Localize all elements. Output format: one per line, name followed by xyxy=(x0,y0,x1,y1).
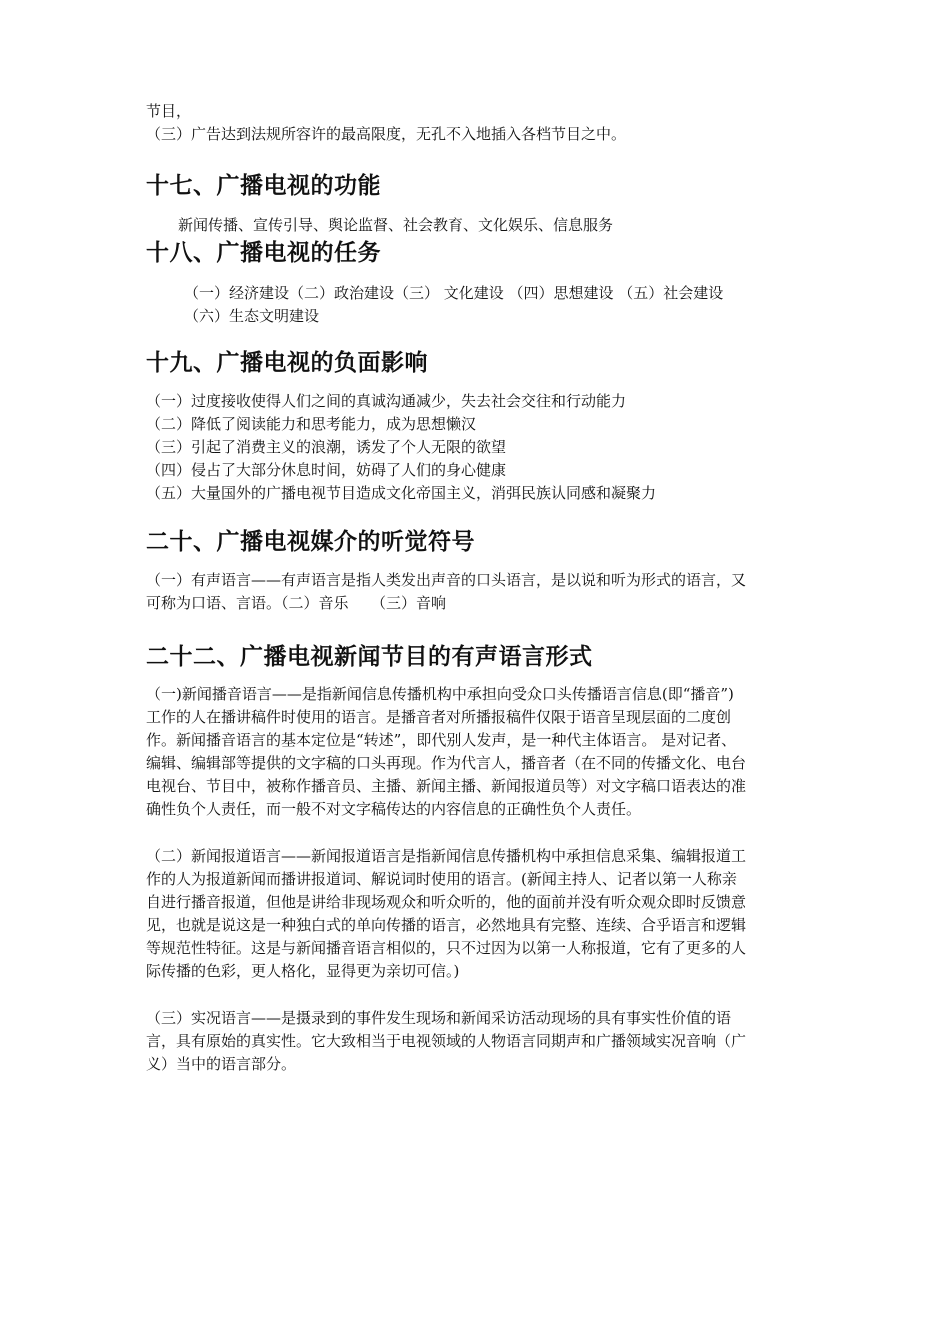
section-17-title: 十七、广播电视的功能 xyxy=(146,173,381,199)
section-22-title: 二十二、广播电视新闻节目的有声语言形式 xyxy=(146,644,593,670)
section-17-text: 新闻传播、宣传引导、舆论监督、社会教育、文化娱乐、信息服务 xyxy=(178,216,614,234)
section-20-line-1: （一）有声语言——有声语言是指人类发出声音的口头语言，是以说和听为形式的语言，又 xyxy=(146,571,747,589)
paragraph-line: 自进行播音报道，但他是讲给非现场观众和听众听的，他的面前并没有听众观众即时反馈意 xyxy=(146,893,747,911)
section-19-list xyxy=(146,390,826,505)
paragraph-line: 作。新闻播音语言的基本定位是“转述”，即代别人发声，是一种代主体语言。 是对记者、 xyxy=(146,731,737,749)
section-18-title: 十八、广播电视的任务 xyxy=(146,240,381,266)
paragraph-line: 工作的人在播讲稿件时使用的语言。是播音者对所播报稿件仅限于语音呈现层面的二度创 xyxy=(146,708,732,726)
paragraph-line: （一)新闻播音语言——是指新闻信息传播机构中承担向受众口头传播语言信息(即“播音”) xyxy=(146,685,734,703)
section-18-line-2: （六）生态文明建设 xyxy=(184,307,320,325)
paragraph-line: 义）当中的语言部分。 xyxy=(146,1055,297,1073)
paragraph-line: 作的人为报道新闻而播讲报道词、解说词时使用的语言。(新闻主持人、记者以第一人称亲 xyxy=(146,870,737,888)
section-18-line-1: （一）经济建设（二）政治建设（三） 文化建设 （四）思想建设 （五）社会建设 xyxy=(184,284,724,302)
list-item: （四）侵占了大部分休息时间，妨碍了人们的身心健康 xyxy=(146,461,507,479)
paragraph-line: 见，也就是说这是一种独白式的单向传播的语言，必然地具有完整、连续、合乎语言和逻辑 xyxy=(146,916,747,934)
section-22-paragraph-1 xyxy=(146,683,826,821)
section-19-title: 十九、广播电视的负面影响 xyxy=(146,350,428,376)
paragraph-line: （三）实况语言——是摄录到的事件发生现场和新闻采访活动现场的具有事实性价值的语 xyxy=(146,1009,732,1027)
section-20-title: 二十、广播电视媒介的听觉符号 xyxy=(146,529,475,555)
list-item: （三）引起了消费主义的浪潮，诱发了个人无限的欲望 xyxy=(146,438,507,456)
paragraph-line: （二）新闻报道语言——新闻报道语言是指新闻信息传播机构中承担信息采集、编辑报道工 xyxy=(146,847,747,865)
intro-line-1: 节目， xyxy=(146,102,192,120)
section-22-paragraph-3 xyxy=(146,1007,826,1076)
list-item: （五）大量国外的广播电视节目造成文化帝国主义，消弭民族认同感和凝聚力 xyxy=(146,484,657,502)
paragraph-line: 言，具有原始的真实性。它大致相当于电视领域的人物语言同期声和广播领域实况音响（广 xyxy=(146,1032,747,1050)
document-page xyxy=(146,100,826,1076)
paragraph-line: 际传播的色彩，更人格化，显得更为亲切可信。) xyxy=(146,962,460,980)
section-20-line-2: 可称为口语、言语。（二）音乐 （三）音响 xyxy=(146,594,447,612)
intro-line-2: （三）广告达到法规所容许的最高限度，无孔不入地插入各档节目之中。 xyxy=(146,125,627,143)
list-item: （二）降低了阅读能力和思考能力，成为思想懒汉 xyxy=(146,415,477,433)
list-item: （一）过度接收使得人们之间的真诚沟通减少，失去社会交往和行动能力 xyxy=(146,392,627,410)
paragraph-line: 等规范性特征。这是与新闻播音语言相似的，只不过因为以第一人称报道，它有了更多的人 xyxy=(146,939,747,957)
section-22-paragraph-2 xyxy=(146,845,826,983)
paragraph-line: 电视台、节目中，被称作播音员、主播、新闻主播、新闻报道员等）对文字稿口语表达的准 xyxy=(146,777,747,795)
paragraph-line: 确性负个人责任，而一般不对文字稿传达的内容信息的正确性负个人责任。 xyxy=(146,800,642,818)
paragraph-line: 编辑、编辑部等提供的文字稿的口头再现。作为代言人，播音者（在不同的传播文化、电台 xyxy=(146,754,747,772)
